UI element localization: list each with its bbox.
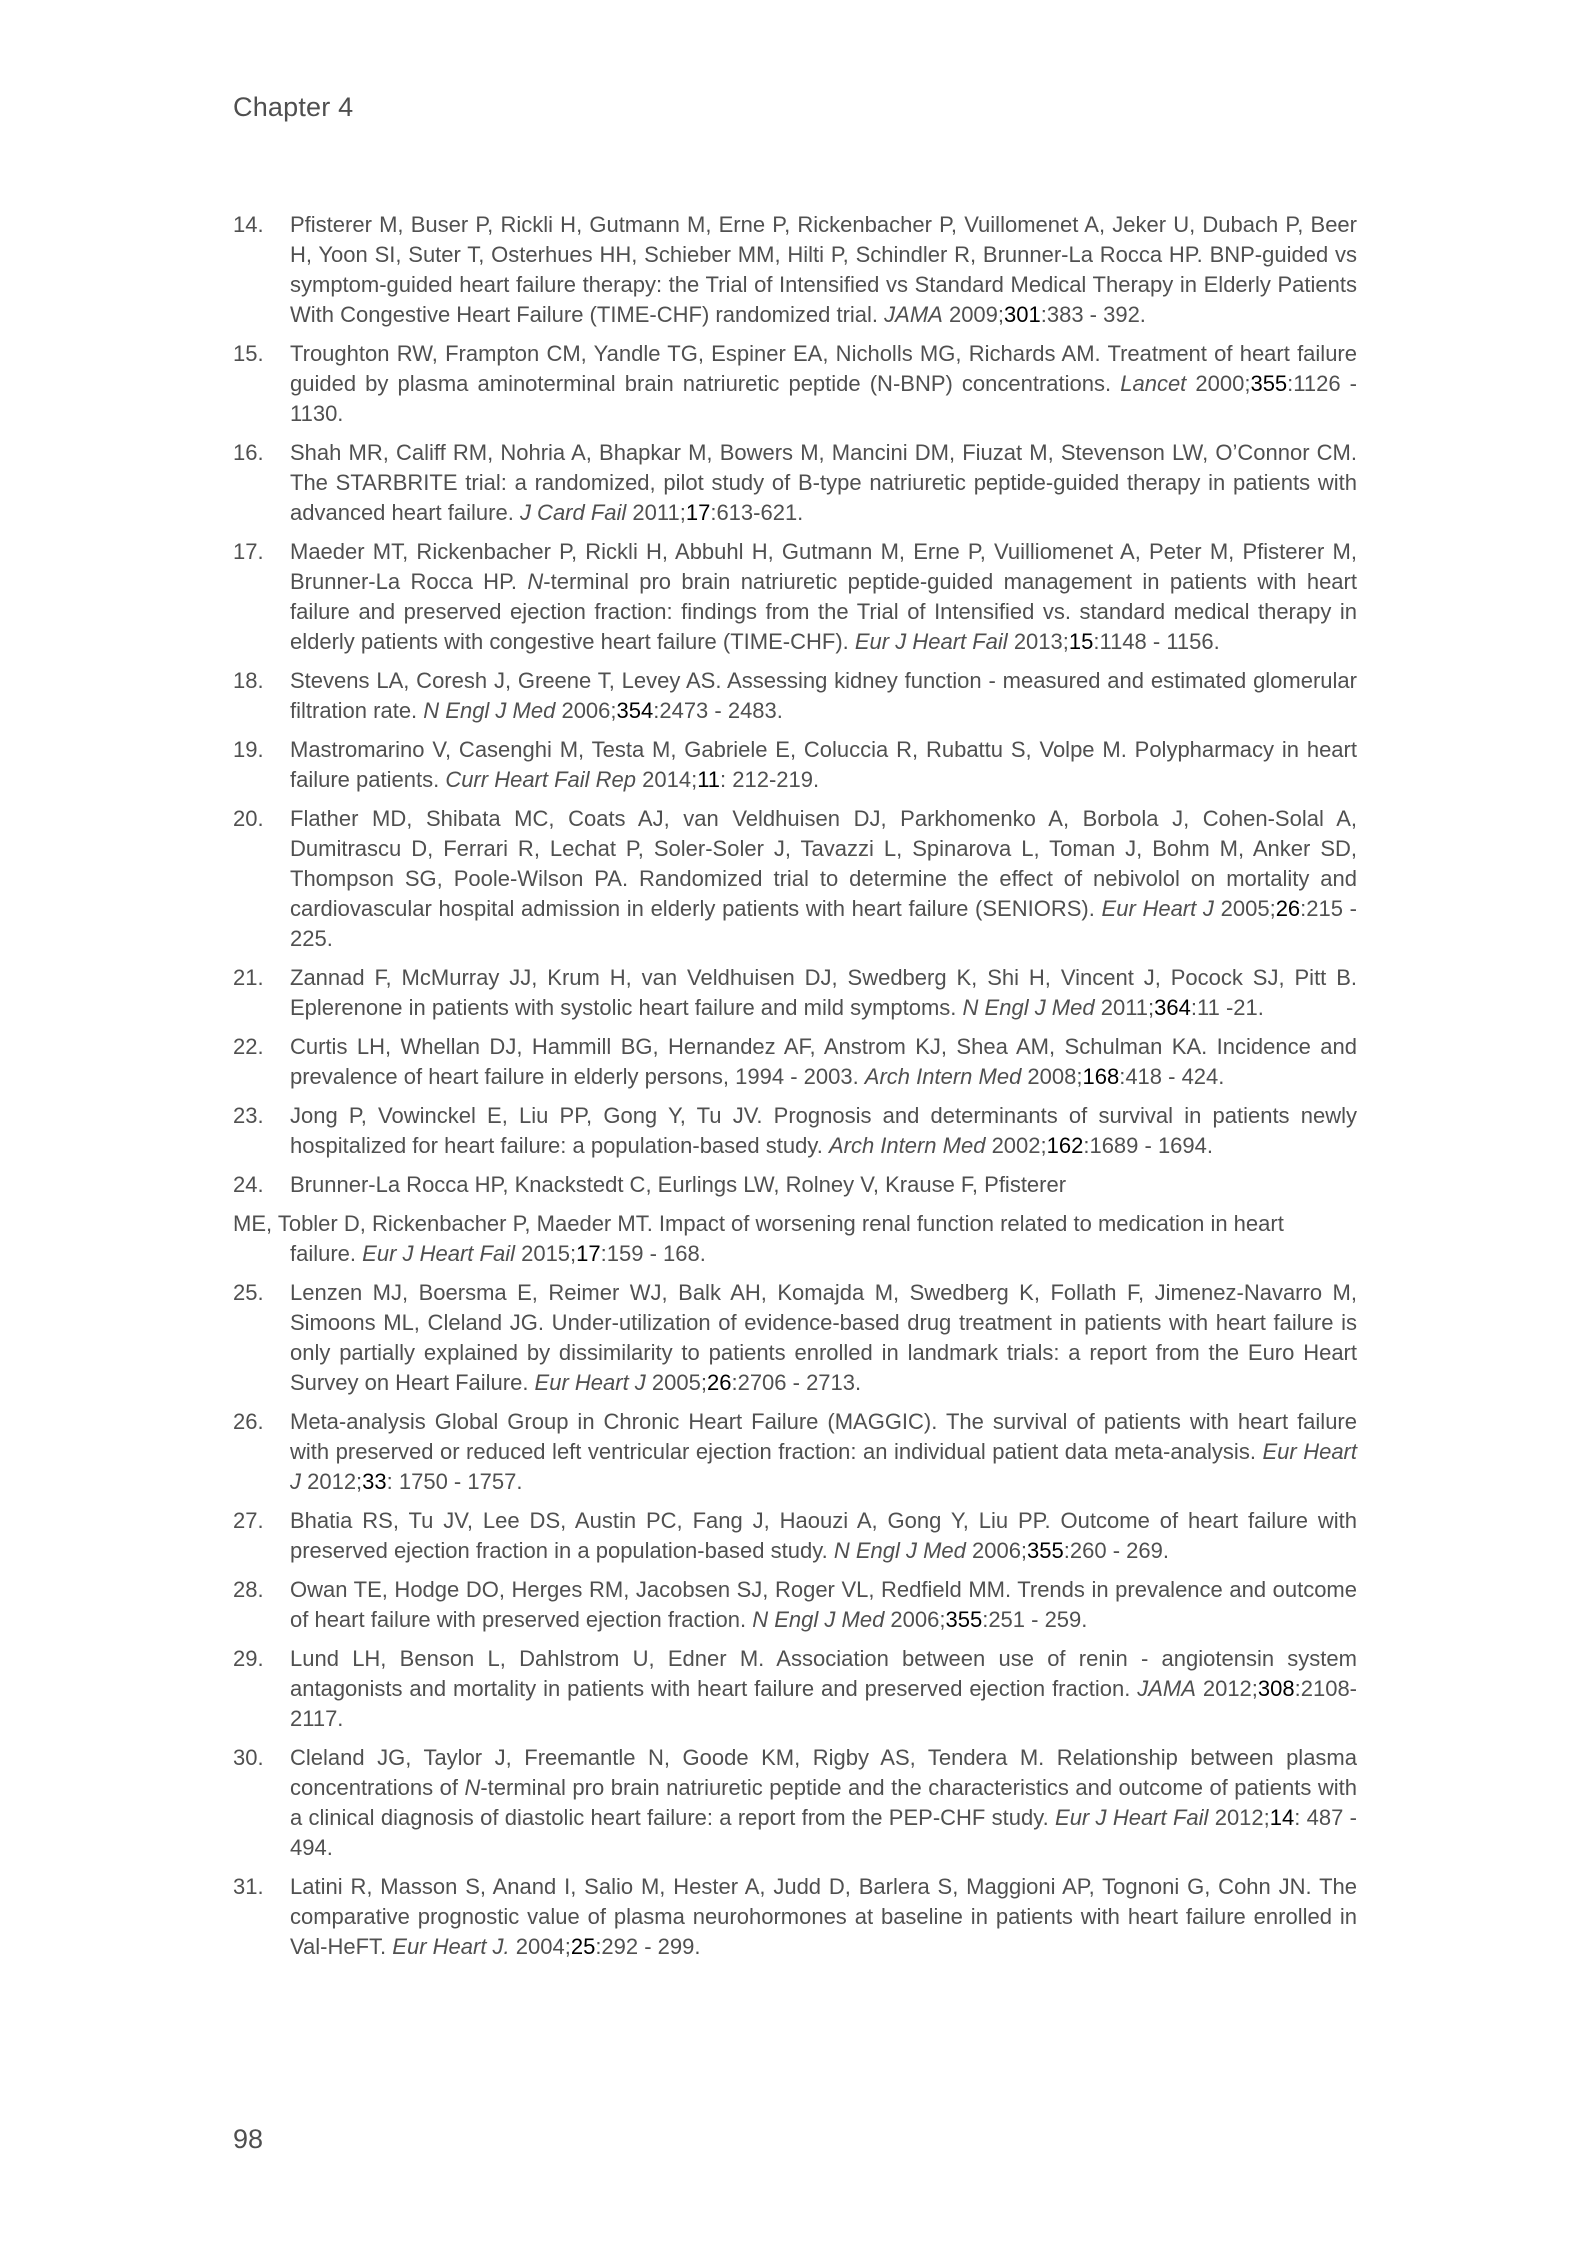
reference-text: Jong P, Vowinckel E, Liu PP, Gong Y, Tu JV. Prognosis and determinants of survival in patients newly hospitalized for heart failure: a population-based study. — [290, 1103, 1357, 1158]
reference-volume: 17 — [685, 500, 711, 525]
reference-volume: 15 — [1068, 629, 1094, 654]
reference-item — [233, 666, 1357, 726]
reference-year: 2012; — [1208, 1805, 1270, 1830]
reference-text: Stevens LA, Coresh J, Greene T, Levey AS. Assessing kidney function - measured and estimated glomerular filtration rate. — [290, 668, 1357, 723]
reference-text: Zannad F, McMurray JJ, Krum H, van Veldhuisen DJ, Swedberg K, Shi H, Vincent J, Pocock SJ, Pitt B. Eplerenone in patients with systolic heart failure and mild symptoms. — [290, 965, 1357, 1020]
reference-text: Brunner-La Rocca HP, Knackstedt C, Eurlings LW, Rolney V, Krause F, Pfisterer — [290, 1172, 1067, 1197]
reference-italic: N — [464, 1775, 481, 1800]
reference-pages: :292 - 299. — [595, 1934, 701, 1959]
reference-pages: :2108-2117. — [290, 1676, 1358, 1731]
reference-text: Curtis LH, Whellan DJ, Hammill BG, Hernandez AF, Anstrom KJ, Shea AM, Schulman KA. Incidence and prevalence of heart failure in elderly persons, 1994 - 2003. — [290, 1034, 1357, 1089]
reference-volume: 308 — [1257, 1676, 1295, 1701]
reference-number: 24. — [233, 1172, 264, 1197]
reference-number: 22. — [233, 1034, 264, 1059]
reference-number: 14. — [233, 212, 264, 237]
reference-item — [233, 1209, 1357, 1269]
reference-text: Troughton RW, Frampton CM, Yandle TG, Espiner EA, Nicholls MG, Richards AM. Treatment of heart failure guided by plasma aminoterminal brain natriuretic peptide (N-BNP) concentrations. — [290, 341, 1357, 396]
reference-journal: Eur Heart J — [534, 1370, 646, 1395]
reference-volume: 26 — [706, 1370, 732, 1395]
reference-journal: Eur Heart J. — [392, 1934, 510, 1959]
reference-continuation: ME, Tobler D, Rickenbacher P, Maeder MT. Impact of worsening renal function related to medication in heart — [233, 1211, 1284, 1236]
reference-year: 2009; — [942, 302, 1005, 327]
reference-item — [233, 735, 1357, 795]
reference-number: 29. — [233, 1646, 264, 1671]
reference-volume: 25 — [570, 1934, 596, 1959]
reference-journal: Eur J Heart Fail — [854, 629, 1008, 654]
reference-volume: 364 — [1154, 995, 1191, 1020]
reference-pages: :2706 - 2713. — [731, 1370, 862, 1395]
reference-number: 31. — [233, 1874, 264, 1899]
reference-year: 2006; — [884, 1607, 946, 1632]
reference-text: Cleland JG, Taylor J, Freemantle N, Goode KM, Rigby AS, Tendera M. Relationship between plasma concentrations of — [290, 1745, 1357, 1800]
reference-journal: Eur Heart J — [1101, 896, 1214, 921]
reference-item — [233, 1032, 1357, 1092]
reference-item — [233, 1407, 1357, 1497]
reference-item — [233, 339, 1357, 429]
reference-text: -terminal pro brain natriuretic peptide-guided management in patients with heart failure and preserved ejection fraction: findings from the Trial of Intensified vs. standard medical therapy in elderly patients with congestive heart failure (TIME-CHF). — [290, 569, 1357, 654]
reference-number: 21. — [233, 965, 264, 990]
reference-volume: 301 — [1004, 302, 1041, 327]
reference-number: 23. — [233, 1103, 264, 1128]
reference-year: 2015; — [514, 1241, 577, 1266]
reference-item — [233, 1575, 1357, 1635]
reference-pages: :1148 - 1156. — [1093, 629, 1220, 654]
reference-journal: J Card Fail — [519, 500, 627, 525]
reference-item — [233, 1101, 1357, 1161]
reference-volume: 33 — [362, 1469, 387, 1494]
reference-text: Mastromarino V, Casenghi M, Testa M, Gabriele E, Coluccia R, Rubattu S, Volpe M. Polypharmacy in heart failure patients. — [290, 737, 1357, 792]
reference-number: 30. — [233, 1745, 264, 1770]
reference-item — [233, 1872, 1357, 1962]
reference-journal: Curr Heart Fail Rep — [445, 767, 637, 792]
reference-journal: Arch Intern Med — [864, 1064, 1022, 1089]
reference-pages: :1689 - 1694. — [1083, 1133, 1214, 1158]
reference-number: 19. — [233, 737, 264, 762]
reference-text: Flather MD, Shibata MC, Coats AJ, van Veldhuisen DJ, Parkhomenko A, Borbola J, Cohen-Solal A, Dumitrascu D, Ferrari R, Lechat P, Soler-Soler J, Tavazzi L, Spinarova L, Toman J, Bohm M, Anker SD, Thompson SG, Poole-Wilson PA. Randomized trial to determine the effect of nebivolol on mortality and cardiovascular hospital admission in elderly patients with heart failure (SENIORS). — [290, 806, 1357, 921]
reference-pages: :383 - 392. — [1040, 302, 1146, 327]
reference-number: 15. — [233, 341, 264, 366]
reference-year: 2012; — [301, 1469, 363, 1494]
reference-year: 2002; — [985, 1133, 1047, 1158]
reference-journal: N Engl J Med — [833, 1538, 966, 1563]
reference-text: Owan TE, Hodge DO, Herges RM, Jacobsen SJ, Roger VL, Redfield MM. Trends in prevalence and outcome of heart failure with preserved ejection fraction. — [290, 1577, 1357, 1632]
reference-list — [233, 210, 1357, 1971]
reference-number: 20. — [233, 806, 264, 831]
reference-volume: 11 — [697, 767, 721, 792]
reference-number: 28. — [233, 1577, 264, 1602]
reference-year: 2004; — [509, 1934, 571, 1959]
reference-journal: N Engl J Med — [962, 995, 1095, 1020]
reference-text: Lenzen MJ, Boersma E, Reimer WJ, Balk AH, Komajda M, Swedberg K, Follath F, Jimenez-Navarro M, Simoons ML, Cleland JG. Under-utilization of evidence-based drug treatment in patients with heart failure is only partially explained by dissimilarity to patients enrolled in landmark trials: a report from the Euro Heart Survey on Heart Failure. — [290, 1280, 1357, 1395]
reference-pages: :1126 - 1130. — [290, 371, 1358, 426]
reference-text: Lund LH, Benson L, Dahlstrom U, Edner M. Association between use of renin - angiotensin system antagonists and mortality in patients with heart failure and preserved ejection fraction. — [290, 1646, 1357, 1701]
reference-item — [233, 1506, 1357, 1566]
reference-number: 17. — [233, 539, 264, 564]
reference-journal: JAMA — [1137, 1676, 1196, 1701]
reference-volume: 14 — [1269, 1805, 1295, 1830]
reference-pages: :251 - 259. — [982, 1607, 1088, 1632]
reference-pages: :260 - 269. — [1063, 1538, 1169, 1563]
reference-pages: : 487 - 494. — [290, 1805, 1357, 1860]
reference-journal: Eur J Heart Fail — [1055, 1805, 1209, 1830]
reference-year: 2008; — [1021, 1064, 1083, 1089]
reference-year: 2011; — [626, 500, 686, 525]
reference-year: 2000; — [1186, 371, 1251, 396]
reference-year: 2005; — [1213, 896, 1276, 921]
reference-journal: Eur Heart J — [290, 1439, 1357, 1494]
reference-year: 2014; — [636, 767, 698, 792]
reference-item — [233, 210, 1357, 330]
reference-text: Shah MR, Califf RM, Nohria A, Bhapkar M, Bowers M, Mancini DM, Fiuzat M, Stevenson LW, O’Connor CM. The STARBRITE trial: a randomized, pilot study of B-type natriuretic peptide-guided therapy in patients with advanced heart failure. — [290, 440, 1357, 525]
reference-italic: N — [527, 569, 544, 594]
reference-journal: N Engl J Med — [423, 698, 556, 723]
reference-volume: 355 — [945, 1607, 983, 1632]
reference-pages: :11 -21. — [1190, 995, 1264, 1020]
reference-year: 2006; — [555, 698, 617, 723]
reference-text: -terminal pro brain natriuretic peptide and the characteristics and outcome of patients with a clinical diagnosis of diastolic heart failure: a report from the PEP-CHF study. — [290, 1775, 1357, 1830]
reference-volume: 168 — [1082, 1064, 1120, 1089]
reference-pages: : 212-219. — [720, 767, 820, 792]
reference-number: 16. — [233, 440, 264, 465]
reference-text: failure. — [290, 1241, 363, 1266]
reference-pages: :418 - 424. — [1119, 1064, 1225, 1089]
reference-text: Meta-analysis Global Group in Chronic Heart Failure (MAGGIC). The survival of patients with heart failure with preserved or reduced left ventricular ejection fraction: an individual patient data meta-analysis. — [290, 1409, 1357, 1464]
reference-pages: :159 - 168. — [600, 1241, 706, 1266]
reference-pages: :613-621. — [710, 500, 804, 525]
reference-journal: Eur J Heart Fail — [362, 1241, 515, 1266]
reference-pages: :2473 - 2483. — [653, 698, 783, 723]
reference-volume: 355 — [1027, 1538, 1064, 1563]
reference-item — [233, 963, 1357, 1023]
reference-text: Bhatia RS, Tu JV, Lee DS, Austin PC, Fang J, Haouzi A, Gong Y, Liu PP. Outcome of heart failure with preserved ejection fraction in a population-based study. — [290, 1508, 1357, 1563]
reference-number: 27. — [233, 1508, 264, 1533]
reference-item — [233, 1743, 1357, 1863]
reference-continuation-rest — [233, 1239, 1357, 1269]
reference-text: Maeder MT, Rickenbacher P, Rickli H, Abbuhl H, Gutmann M, Erne P, Vuilliomenet A, Peter M, Pfisterer M, Brunner-La Rocca HP. — [290, 539, 1357, 594]
reference-journal: N Engl J Med — [752, 1607, 885, 1632]
reference-year: 2006; — [965, 1538, 1028, 1563]
reference-item — [233, 1170, 1357, 1200]
reference-pages: : 1750 - 1757. — [386, 1469, 523, 1494]
reference-number: 26. — [233, 1409, 264, 1434]
reference-item — [233, 1278, 1357, 1398]
reference-year: 2005; — [645, 1370, 707, 1395]
reference-year: 2012; — [1195, 1676, 1258, 1701]
reference-volume: 162 — [1046, 1133, 1084, 1158]
reference-pages: :215 - 225. — [290, 896, 1358, 951]
reference-volume: 354 — [616, 698, 654, 723]
reference-journal: Arch Intern Med — [828, 1133, 986, 1158]
reference-text: Latini R, Masson S, Anand I, Salio M, Hester A, Judd D, Barlera S, Maggioni AP, Tognoni G, Cohn JN. The comparative prognostic value of plasma neurohormones at baseline in patients with heart failure enrolled in Val-HeFT. — [290, 1874, 1357, 1959]
reference-volume: 17 — [576, 1241, 601, 1266]
reference-item — [233, 438, 1357, 528]
reference-item — [233, 804, 1357, 954]
reference-journal: Lancet — [1120, 371, 1187, 396]
reference-journal: JAMA — [884, 302, 943, 327]
reference-volume: 355 — [1250, 371, 1288, 396]
reference-year: 2011; — [1094, 995, 1155, 1020]
reference-text: Pfisterer M, Buser P, Rickli H, Gutmann M, Erne P, Rickenbacher P, Vuillomenet A, Jeker U, Dubach P, Beer H, Yoon SI, Suter T, Osterhues HH, Schieber MM, Hilti P, Schindler R, Brunner-La Rocca HP. BNP-guided vs symptom-guided heart failure therapy: the Trial of Intensified vs Standard Medical Therapy in Elderly Patients With Congestive Heart Failure (TIME-CHF) randomized trial. — [290, 212, 1357, 327]
chapter-header: Chapter 4 — [233, 92, 354, 122]
reference-number: 25. — [233, 1280, 264, 1305]
reference-item — [233, 537, 1357, 657]
reference-item — [233, 1644, 1357, 1734]
page-number: 98 — [233, 2124, 264, 2154]
reference-year: 2013; — [1007, 629, 1069, 654]
reference-number: 18. — [233, 668, 264, 693]
reference-volume: 26 — [1275, 896, 1301, 921]
